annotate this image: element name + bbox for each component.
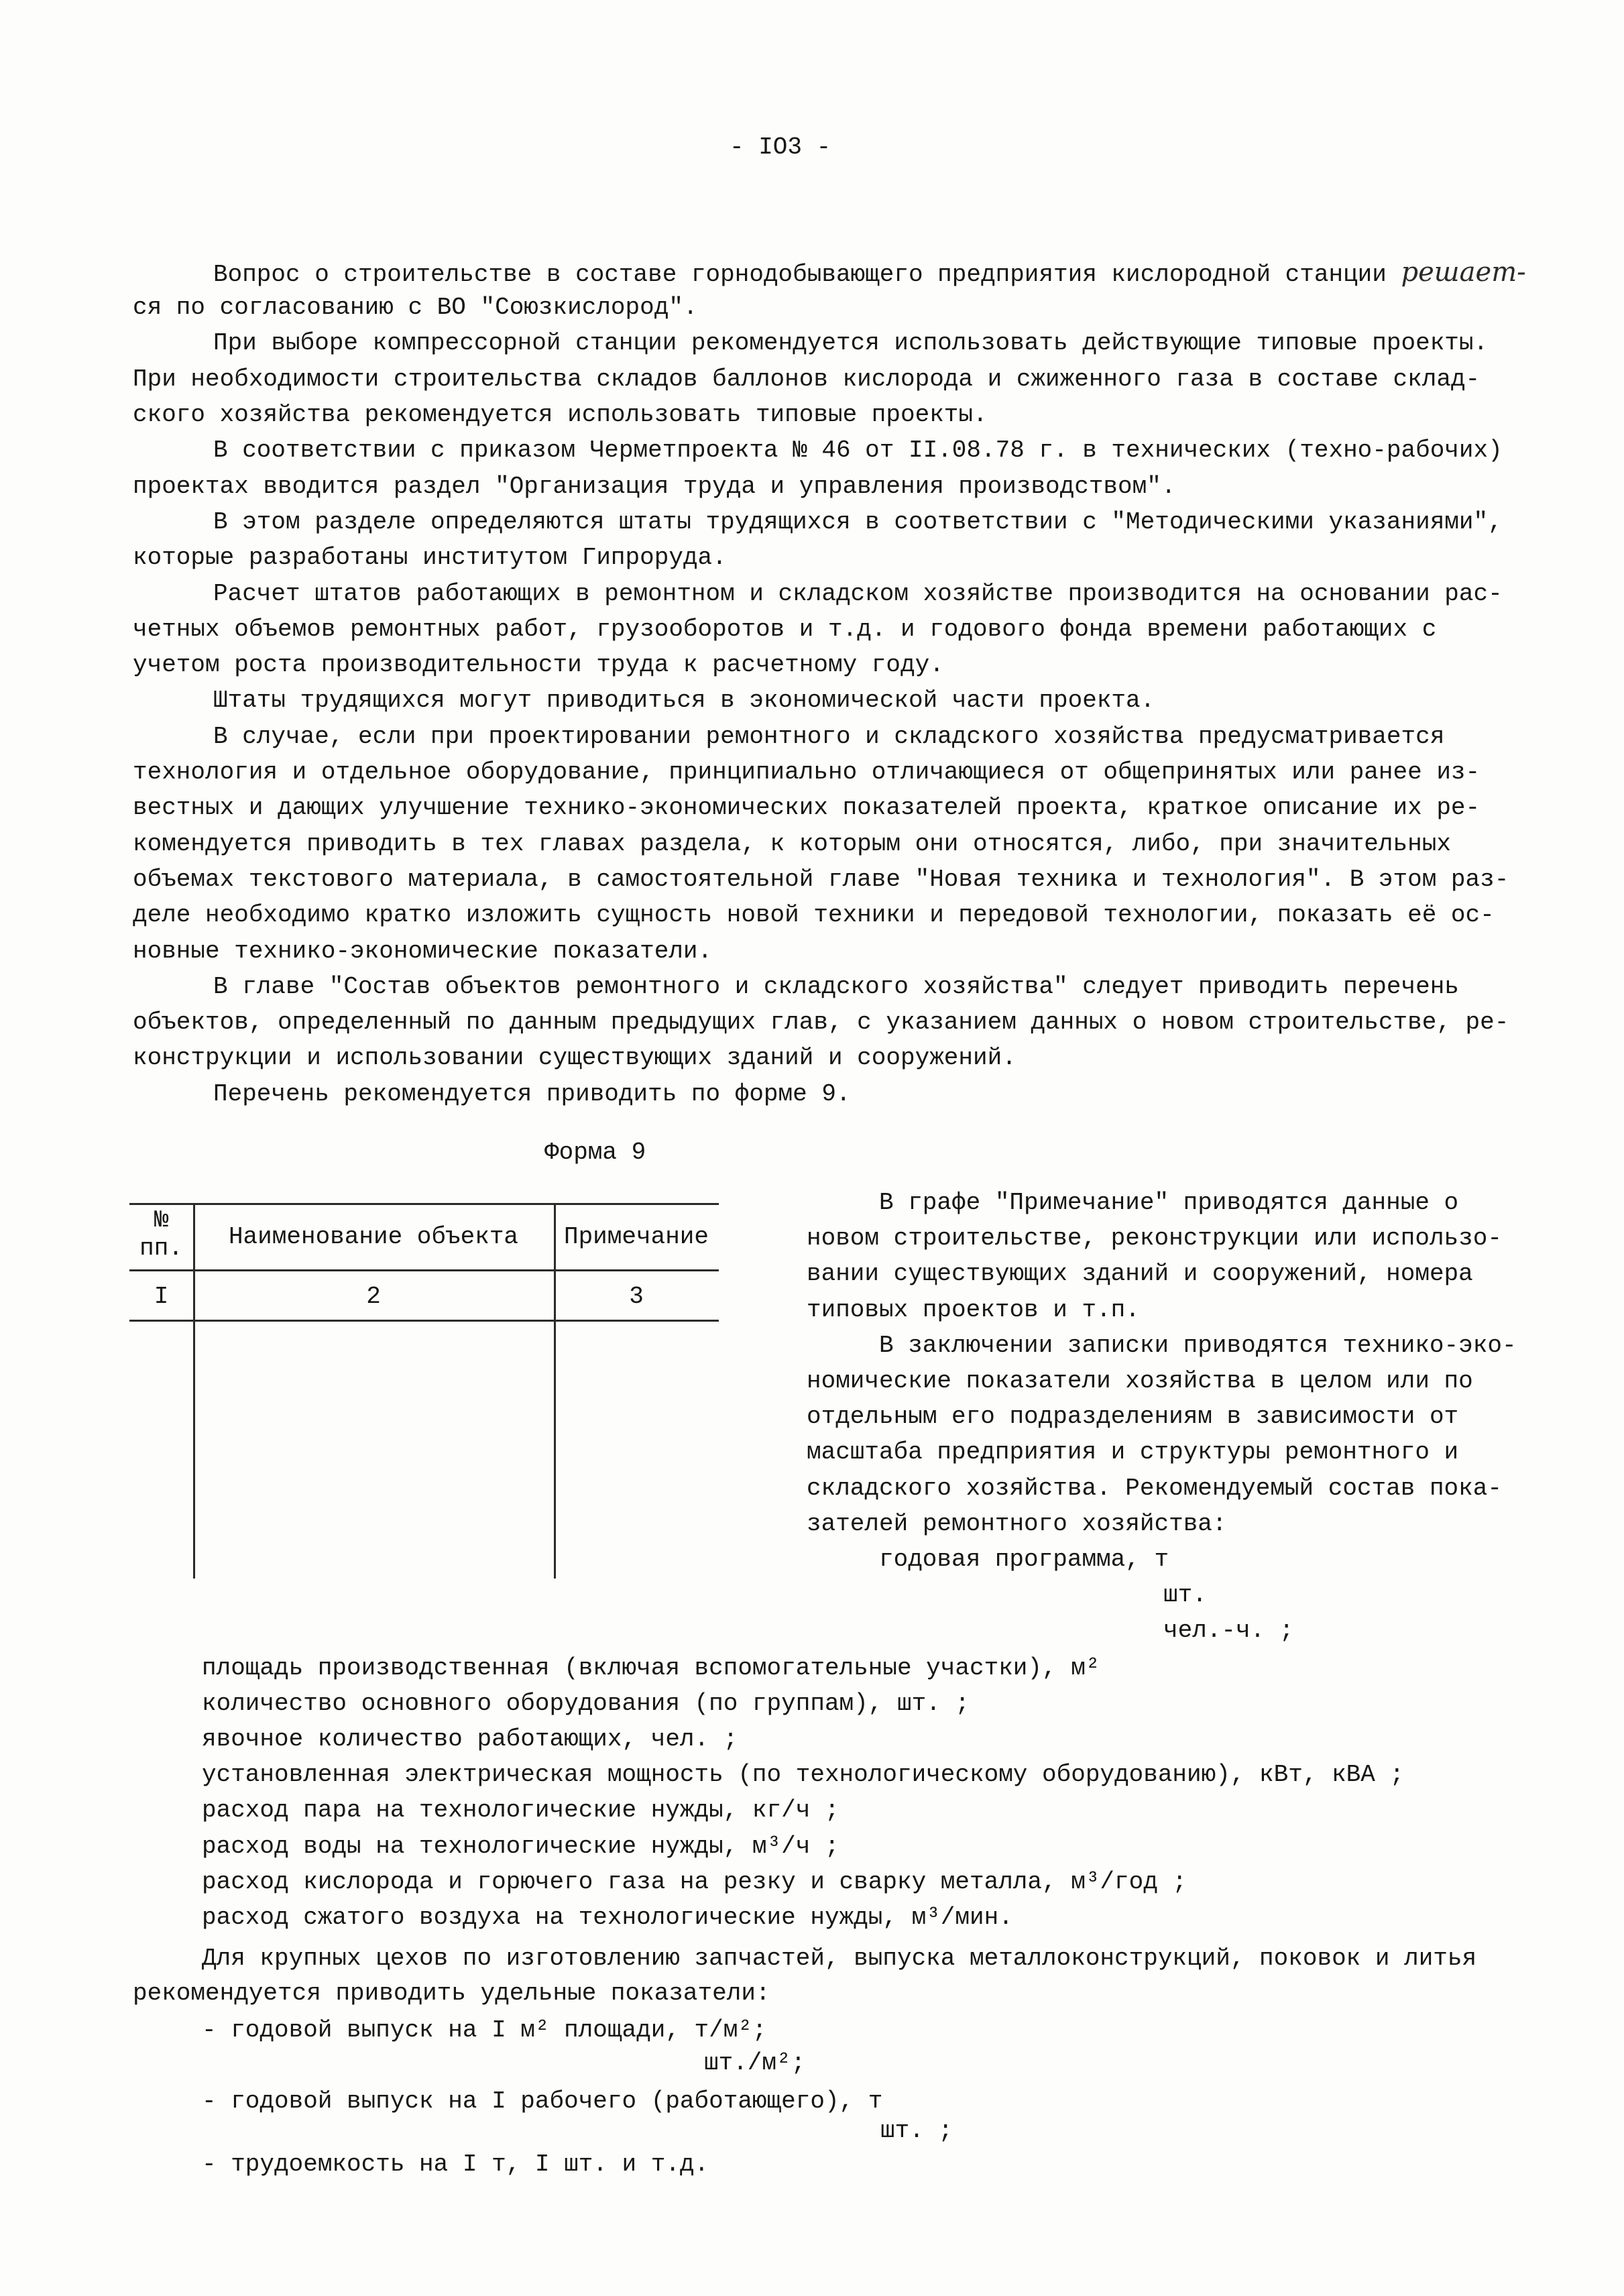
intro-line: объектов, определенный по данным предыдущих глав, с указанием данных о новом строительстве, ре- [133,1009,1509,1036]
intro-line: Расчет штатов работающих в ремонтном и складском хозяйстве производится на основании рас- [213,580,1503,608]
intro-line: четных объемов ремонтных работ, грузооборотов и т.д. и годового фонда времени работающих с [133,616,1437,643]
side-note-line: шт. [1163,1581,1207,1609]
intro-line: учетом роста производительности труда к расчетному году. [133,651,944,679]
intro-line: В этом разделе определяются штаты трудящихся в соответствии с "Методическими указаниями", [213,508,1503,536]
indicator-line: расход сжатого воздуха на технологические нужды, м³/мин. [202,1904,1013,1931]
side-note-line: годовая программа, т [879,1546,1169,1573]
indicator-line: количество основного оборудования (по группам), шт. ; [202,1690,970,1717]
table-header-name: Наименование объекта [228,1223,519,1251]
tail-line: - годовой выпуск на I рабочего (работающего), т [202,2087,883,2115]
indicator-line: расход пара на технологические нужды, кг/ч ; [202,1796,839,1824]
side-note-line: В графе "Примечание" приводятся данные о [879,1189,1459,1216]
intro-line: Штаты трудящихся могут приводиться в экономической части проекта. [213,687,1155,714]
intro-line: комендуется приводить в тех главах раздела, к которым они относятся, либо, при значительных [133,830,1451,858]
indicator-line: расход кислорода и горючего газа на резку и сварку металла, м³/год ; [202,1868,1187,1896]
intro-line: новные технико-экономические показатели. [133,937,713,965]
intro-line: проектах вводится раздел "Организация труда и управления производством". [133,473,1176,500]
table-column-index: 2 [366,1283,381,1310]
intro-line: При необходимости строительства складов баллонов кислорода и сжиженного газа в составе склад- [133,365,1481,393]
intro-line: При выборе компрессорной станции рекомендуется использовать действующие типовые проекты. [213,329,1489,357]
side-note-line: новом строительстве, реконструкции или использо- [807,1224,1502,1252]
intro-line: деле необходимо кратко изложить сущность новой техники и передовой технологии, показать её ос- [133,901,1495,929]
indicator-line: установленная электрическая мощность (по технологическому оборудованию), кВт, кВА ; [202,1761,1405,1788]
tail-line: Для крупных цехов по изготовлению запчастей, выпуска металлоконструкций, поковок и литья [202,1945,1477,1972]
indicator-line: площадь производственная (включая вспомогательные участки), м² [202,1654,1100,1682]
table-header-number-abbr: пп. [139,1235,183,1262]
table-header-number-symbol: № [154,1206,169,1234]
table-column-index: I [154,1283,169,1310]
side-note-line: вании существующих зданий и сооружений, номера [807,1260,1473,1287]
side-note-line: масштаба предприятия и структуры ремонтного и [807,1438,1459,1466]
intro-line: вестных и дающих улучшение технико-экономических показателей проекта, краткое описание их ре- [133,794,1481,821]
intro-line: которые разработаны институтом Гипроруда. [133,544,727,571]
form-title: Форма 9 [544,1139,646,1166]
intro-line: объемах текстового материала, в самостоятельной главе "Новая техника и технология". В этом раз- [133,866,1509,893]
intro-line: конструкции и использовании существующих зданий и сооружений. [133,1044,1017,1072]
side-note-line: чел.-ч. ; [1163,1617,1294,1644]
intro-line: В главе "Состав объектов ремонтного и складского хозяйства" следует приводить перечень [213,973,1459,1000]
side-note-line: зателей ремонтного хозяйства: [807,1510,1227,1538]
side-note-line: складского хозяйства. Рекомендуемый состав пока- [807,1475,1502,1502]
intro-line: В случае, если при проектировании ремонтного и складского хозяйства предусматривается [213,723,1445,750]
table-header-rule [129,1269,719,1271]
table-index-rule [129,1320,719,1322]
table-top-rule [129,1203,719,1205]
tail-line: рекомендуется приводить удельные показатели: [133,1979,770,2007]
table-header-note: Примечание [563,1223,709,1251]
intro-line: В соответствии с приказом Черметпроекта № 46 от II.08.78 г. в технических (техно-рабочих) [213,437,1503,464]
intro-first-line-text: Вопрос о строительстве в составе горнодобывающего предприятия кислородной станции [213,261,1387,288]
handwritten-insert: решает- [1401,257,1526,288]
side-note-line: В заключении записки приводятся технико-эко- [879,1332,1517,1359]
page-number: - IO3 - [730,133,831,161]
tail-line: шт./м²; [704,2049,806,2077]
indicator-line: явочное количество работающих, чел. ; [202,1725,738,1753]
side-note-line: номические показатели хозяйства в целом или по [807,1367,1473,1395]
tail-line: шт. ; [880,2117,953,2144]
table-column-divider [554,1203,556,1578]
intro-line: ся по согласованию с ВО "Союзкислород". [133,294,698,321]
side-note-line: типовых проектов и т.п. [807,1296,1140,1324]
intro-line [213,257,1526,290]
side-note-line: отдельным его подразделениям в зависимости от [807,1403,1459,1430]
intro-line: технология и отдельное оборудование, принципиально отличающиеся от общепринятых или ранее из- [133,758,1481,786]
tail-line: - трудоемкость на I т, I шт. и т.д. [202,2150,709,2178]
intro-line: ского хозяйства рекомендуется использовать типовые проекты. [133,401,988,428]
tail-line: - годовой выпуск на I м² площади, т/м²; [202,2016,767,2044]
table-column-divider [193,1203,195,1578]
indicator-line: расход воды на технологические нужды, м³/ч ; [202,1833,839,1860]
table-column-index: 3 [629,1283,644,1310]
intro-line: Перечень рекомендуется приводить по форме 9. [213,1080,851,1108]
